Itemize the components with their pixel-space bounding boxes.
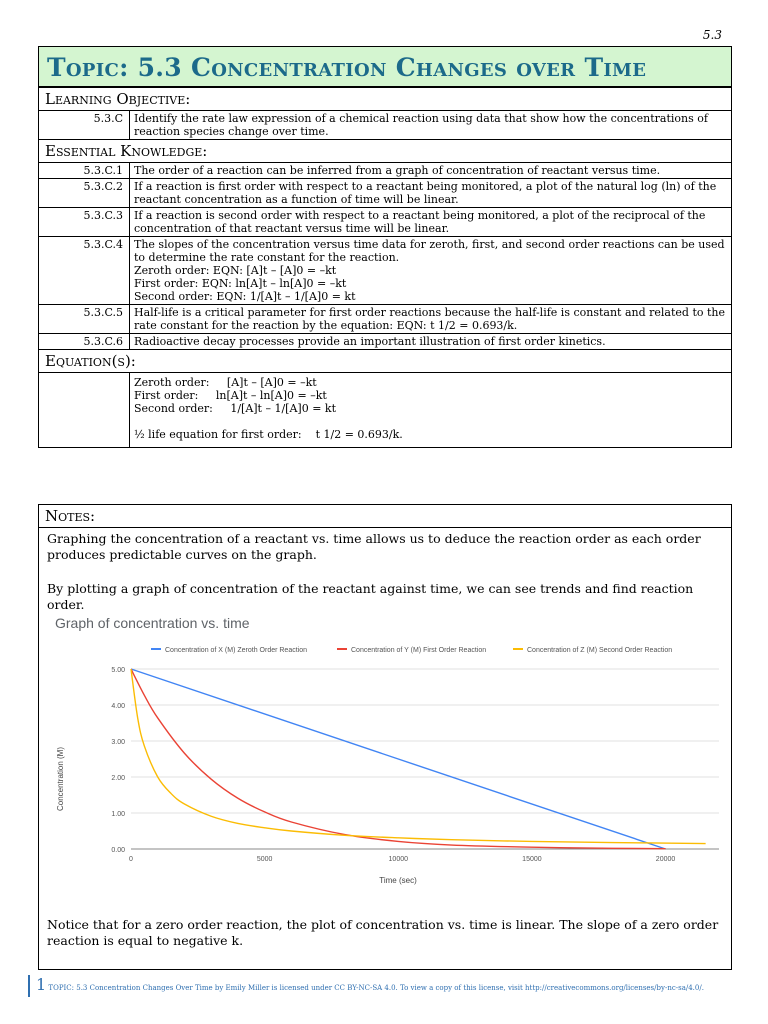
series-line-3 (131, 669, 706, 844)
concentration-chart (43, 633, 727, 893)
ek-text: The order of a reaction can be inferred from a graph of concentration of reactant versus time. (130, 163, 732, 179)
ek-code: 5.3.C.2 (39, 179, 130, 208)
legend-label: Concentration of X (M) Zeroth Order Reaction (165, 647, 308, 654)
legend-label: Concentration of Y (M) First Order Reaction (351, 647, 487, 654)
notes-paragraph: Notice that for a zero order reaction, the plot of concentration vs. time is linear. The slope of a zero order reaction is equal to negative k. (47, 917, 719, 948)
topic-title: Topic: 5.3 Concentration Changes over Time (38, 46, 732, 87)
ek-code: 5.3.C.3 (39, 208, 130, 237)
ek-text: If a reaction is second order with respect to a reactant being monitored, a plot of the reciprocal of the concentration of that reactant versus time will be linear. (130, 208, 732, 237)
y-tick-label: 1.00 (111, 811, 125, 818)
footer-page-number: 1 (36, 975, 47, 994)
ek-text: The slopes of the concentration versus time data for zeroth, first, and second order reactions can be used to determine the rate constant for the reaction. Zeroth order: EQN: [A]t – [A]0 = –kt First order: EQN: ln[A]t – ln[A]0 = –kt Second order: EQN: 1/[A]t – 1/[A]0 = kt (130, 237, 732, 305)
y-tick-label: 5.00 (111, 667, 125, 674)
ek-code: 5.3.C.5 (39, 305, 130, 334)
ek-text: If a reaction is first order with respect to a reactant being monitored, a plot of the natural log (ln) of the reactant concentration as a function of time will be linear. (130, 179, 732, 208)
ek-text: Radioactive decay processes provide an important illustration of first order kinetics. (130, 334, 732, 350)
learning-objective-heading: Learning Objective: (39, 88, 732, 111)
ek-code: 5.3.C.4 (39, 237, 130, 305)
x-tick-label: 10000 (388, 856, 409, 863)
y-tick-label: 2.00 (111, 775, 125, 782)
equations-list: Zeroth order: [A]t – [A]0 = –kt First order: ln[A]t – ln[A]0 = –kt Second order: 1/[A]t – 1/[A]0 = kt ½ life equation for first order: t 1/2 = 0.693/k. (130, 373, 732, 448)
footer-bar (28, 975, 30, 997)
y-tick-label: 0.00 (111, 847, 125, 854)
legend-label: Concentration of Z (M) Second Order Reaction (527, 647, 673, 654)
license-text: TOPIC: 5.3 Concentration Changes Over Time by Emily Miller is licensed under CC BY-NC-SA 4.0. To view a copy of this license, visit http://creativecommons.org/licenses/by-nc-sa/4.0/. (48, 984, 704, 992)
page-number: 5.3 (702, 28, 722, 42)
ek-code: 5.3.C.1 (39, 163, 130, 179)
ek-text: Half-life is a critical parameter for first order reactions because the half-life is constant and related to the rate constant for the reaction by the equation: EQN: t 1/2 = 0.693/k. (130, 305, 732, 334)
notes-paragraph: By plotting a graph of concentration of the reactant against time, we can see trends and find reaction order. (47, 581, 694, 612)
notes-paragraph: Graphing the concentration of a reactant vs. time allows us to deduce the reaction order as each order produces predictable curves on the graph. (47, 531, 701, 562)
ek-code: 5.3.C.6 (39, 334, 130, 350)
x-axis-label: Time (sec) (379, 876, 417, 885)
chart-title: Graph of concentration vs. time (55, 615, 250, 631)
lo-text: Identify the rate law expression of a chemical reaction using data that show how the concentrations of reaction species change over time. (130, 111, 732, 140)
y-tick-label: 3.00 (111, 739, 125, 746)
lo-code: 5.3.C (39, 111, 130, 140)
footer (36, 975, 736, 995)
y-tick-label: 4.00 (111, 703, 125, 710)
series-line-1 (131, 669, 666, 849)
x-tick-label: 5000 (256, 856, 273, 863)
x-tick-label: 15000 (522, 856, 542, 863)
notes-heading: Notes: (39, 505, 731, 528)
notes-box (38, 504, 732, 970)
y-axis-label: Concentration (M) (56, 746, 65, 812)
x-tick-label: 20000 (655, 856, 676, 863)
equations-heading: Equation(s): (39, 350, 732, 373)
essential-knowledge-heading: Essential Knowledge: (39, 140, 732, 163)
x-tick-label: 0 (129, 856, 133, 863)
objectives-table (38, 87, 732, 448)
